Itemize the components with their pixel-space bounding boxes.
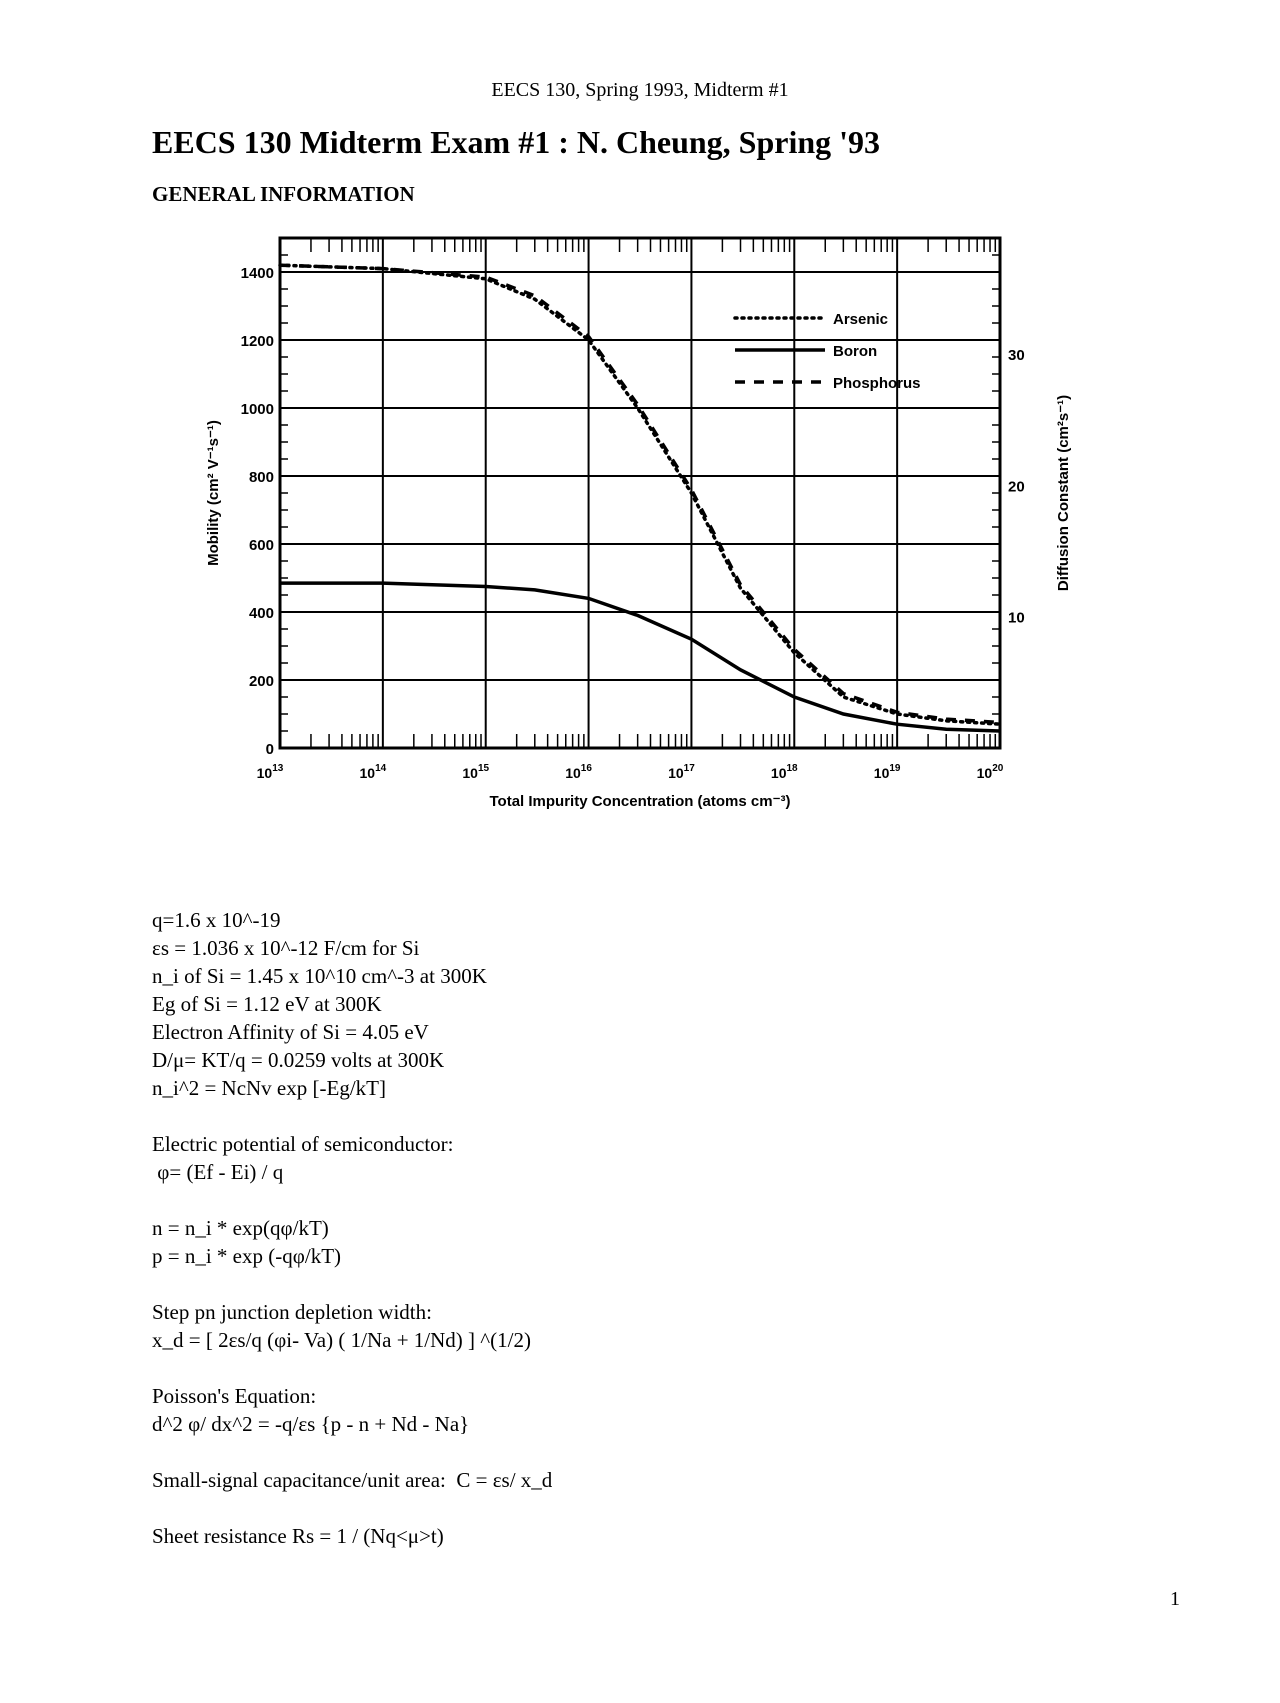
y-axis-title: Mobility (cm² V⁻¹s⁻¹) — [205, 420, 222, 566]
constants-list — [152, 906, 487, 1102]
constant-q: q=1.6 x 10^-19 — [152, 908, 281, 932]
potential-heading: Electric potential of semiconductor: — [152, 1132, 454, 1156]
constant-ni: n_i of Si = 1.45 x 10^10 cm^-3 at 300K — [152, 964, 487, 988]
legend-phosphorus-label: Phosphorus — [833, 375, 921, 392]
x-tick-label: $10^{16}$ — [565, 763, 592, 781]
poisson-block — [152, 1382, 469, 1438]
x-tick-label: $10^{20}$ — [976, 763, 1004, 781]
y-tick-label: 800 — [248, 469, 274, 486]
constant-eg: Eg of Si = 1.12 eV at 300K — [152, 992, 382, 1016]
poisson-equation: d^2 φ/ dx^2 = -q/εs {p - n + Nd - Na} — [152, 1412, 470, 1436]
x-tick-label: $10^{13}$ — [256, 763, 284, 781]
constant-ni2: n_i^2 = NcNv exp [-Eg/kT] — [152, 1076, 386, 1100]
depletion-block — [152, 1298, 531, 1354]
electron-equation: n = n_i * exp(qφ/kT) — [152, 1216, 329, 1240]
y2-tick-label: 30 — [1008, 347, 1025, 365]
x-tick-label: $10^{14}$ — [359, 763, 387, 781]
depletion-equation: x_d = [ 2εs/q (φi- Va) ( 1/Na + 1/Nd) ] ^(1/2) — [152, 1328, 531, 1352]
legend-boron-label: Boron — [833, 343, 878, 360]
carrier-block — [152, 1214, 341, 1270]
y-tick-label: 600 — [248, 537, 274, 554]
series-phosphorus-line — [280, 265, 1000, 722]
constant-einstein: D/μ= KT/q = 0.0259 volts at 300K — [152, 1048, 445, 1072]
series-arsenic-line — [280, 265, 1000, 724]
y-tick-label: 200 — [248, 673, 274, 690]
y-tick-label: 1200 — [240, 333, 274, 350]
mobility-chart — [180, 228, 1120, 888]
y2-tick-label: 20 — [1008, 478, 1025, 496]
y2-axis-title: Diffusion Constant (cm²s⁻¹) — [1055, 394, 1072, 592]
constant-affinity: Electron Affinity of Si = 4.05 eV — [152, 1020, 429, 1044]
sheet-block — [152, 1522, 444, 1550]
section-title: GENERAL INFORMATION — [152, 182, 415, 206]
capacitance-block — [152, 1466, 552, 1494]
mobility-chart-svg — [180, 228, 1120, 888]
x-tick-label: $10^{18}$ — [770, 763, 798, 781]
x-tick-label: $10^{15}$ — [462, 763, 490, 781]
exam-title: EECS 130 Midterm Exam #1 : N. Cheung, Spring '93 — [152, 124, 881, 160]
potential-block — [152, 1130, 453, 1186]
y-tick-label: 1400 — [240, 265, 274, 282]
page-number: 1 — [1170, 1588, 1180, 1610]
poisson-heading: Poisson's Equation: — [152, 1384, 317, 1408]
legend-arsenic-label: Arsenic — [833, 311, 889, 328]
y-tick-label: 0 — [265, 741, 274, 758]
y-tick-label: 400 — [248, 605, 274, 622]
x-tick-label: $10^{19}$ — [873, 763, 901, 781]
y-tick-label: 1000 — [240, 401, 274, 418]
x-axis-title: Total Impurity Concentration (atoms cm⁻³) — [489, 793, 791, 810]
sheet-resistance-equation: Sheet resistance Rs = 1 / (Nq<μ>t) — [152, 1524, 444, 1548]
y2-tick-label: 10 — [1008, 609, 1025, 627]
constant-epsilon: εs = 1.036 x 10^-12 F/cm for Si — [152, 936, 420, 960]
hole-equation: p = n_i * exp (-qφ/kT) — [152, 1244, 342, 1268]
potential-equation: φ= (Ef - Ei) / q — [152, 1160, 284, 1184]
capacitance-equation: Small-signal capacitance/unit area: C = εs/ x_d — [152, 1468, 553, 1492]
depletion-heading: Step pn junction depletion width: — [152, 1300, 432, 1324]
running-header: EECS 130, Spring 1993, Midterm #1 — [491, 79, 789, 101]
x-tick-label: $10^{17}$ — [668, 763, 695, 781]
plot-frame — [280, 238, 1000, 748]
